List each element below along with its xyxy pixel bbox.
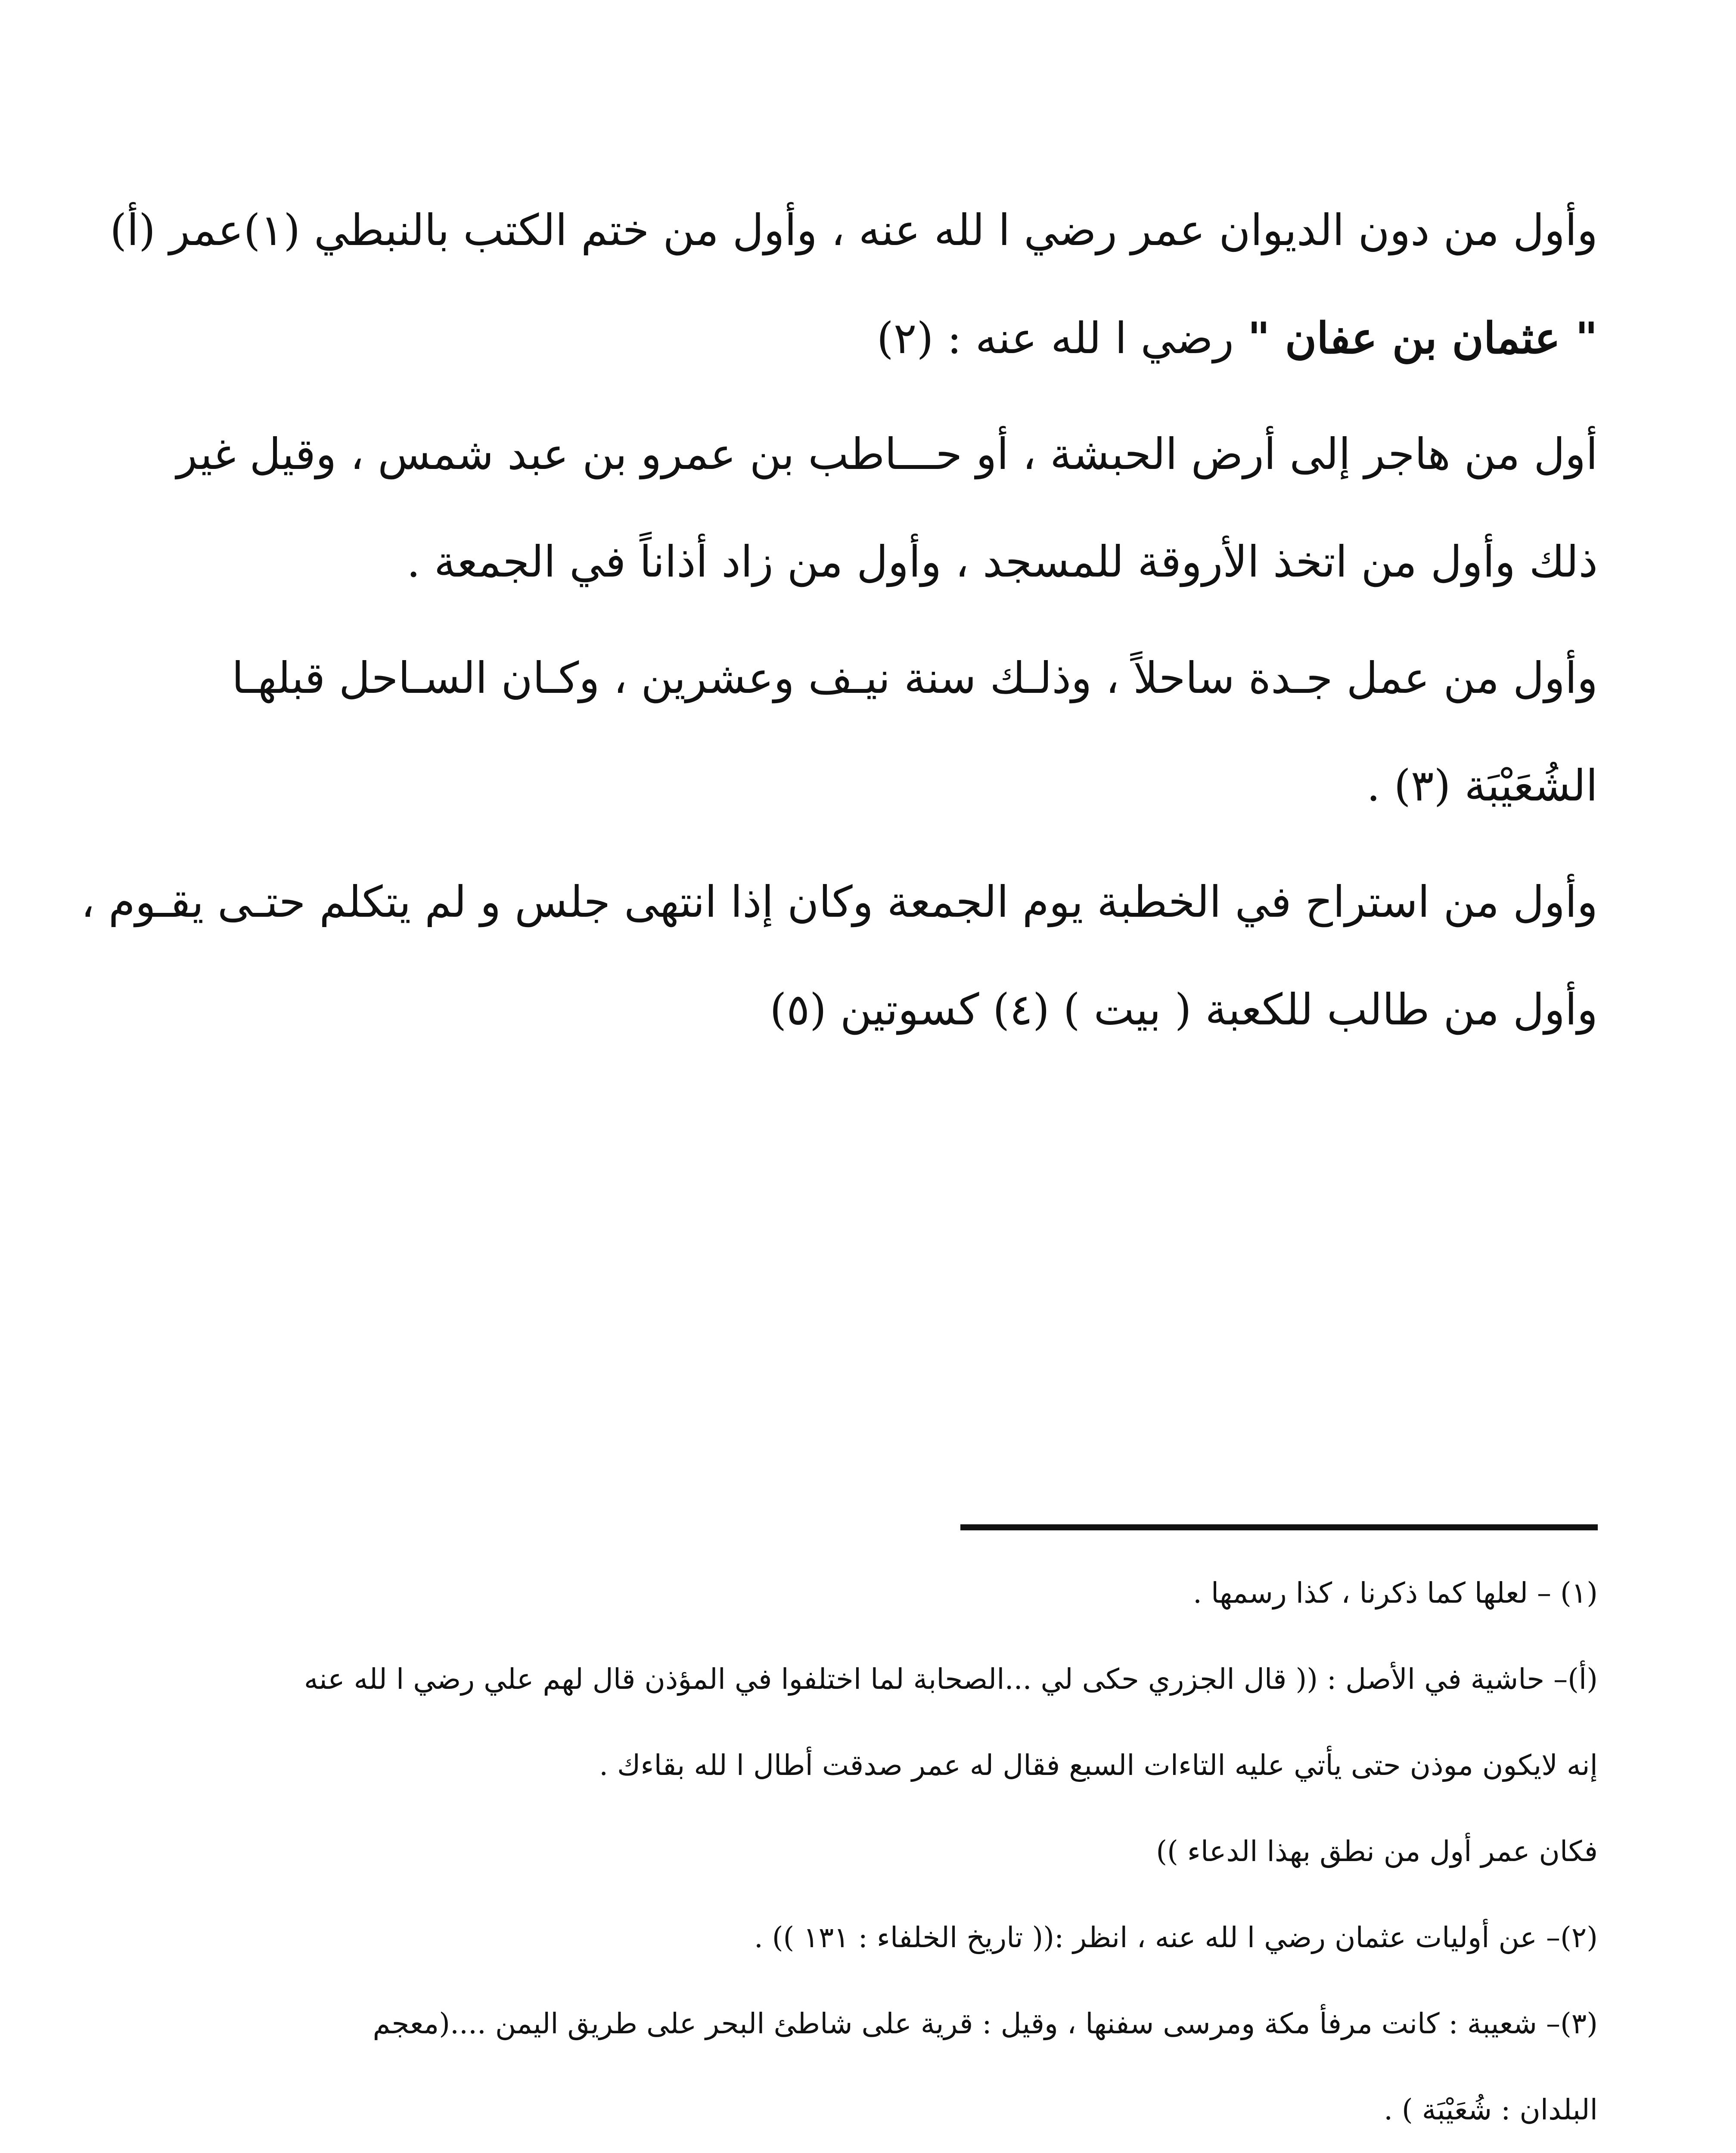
footnote-separator	[960, 1524, 1598, 1530]
footnote-line: فكان عمر أول من نطق بهذا الدعاء ))	[1156, 1835, 1598, 1868]
text-line: وأول من عمل جـدة ساحلاً ، وذلـك سنة نيـف وعشرين ، وكـان السـاحل قبلهـا	[232, 653, 1598, 703]
text-line: أول من هاجر إلى أرض الحبشة ، أو حـــاطب بن عمرو بن عبد شمس ، وقيل غير	[176, 429, 1598, 479]
footnote-line: (أ)– حاشية في الأصل : (( قال الجزري حكى لي ...الصحابة لما اختلفوا في المؤذن قال لهم علي رضي ا لله عنه	[304, 1663, 1598, 1696]
text-line	[125, 284, 1598, 392]
text-line: الشُعَيْبَة (٣) .	[1366, 760, 1598, 811]
footnote-line: (١) – لعلها كما ذكرنا ، كذا رسمها .	[1193, 1576, 1598, 1610]
text-line: وأول من دون الديوان عمر رضي ا لله عنه ، وأول من ختم الكتب بالنبطي (١)عمر (أ)	[110, 205, 1598, 255]
footnote-line: إنه لايكون موذن حتى يأتي عليه التاءات السبع فقال له عمر صدقت أطال ا لله بقاءك .	[599, 1749, 1598, 1782]
paragraph-gap	[125, 616, 1598, 624]
main-text	[81, 177, 1598, 1064]
text-fragment: رضي ا لله عنه : (٢)	[876, 313, 1248, 363]
footnote-line: (٢)– عن أوليات عثمان رضي ا لله عنه ، انظر :(( تاريخ الخلفاء : ١٣١ )) .	[754, 1921, 1598, 1954]
footnote-line: البلدان : شُعَيْبَة ) .	[1384, 2093, 1598, 2126]
footnotes	[125, 1550, 1598, 2153]
paragraph-gap	[125, 840, 1598, 848]
bold-name: " عثمان بن عفان "	[1247, 313, 1598, 363]
footnote-line: (٣)– شعيبة : كانت مرفأ مكة ومرسى سفنها ، وقيل : قرية على شاطئ البحر على طريق اليمن ....(معجم	[373, 2007, 1598, 2040]
text-line: وأول من طالب للكعبة ( بيت ) (٤) كسوتين (٥)	[770, 984, 1598, 1035]
text-line: وأول من استراح في الخطبة يوم الجمعة وكان إذا انتهى جلس و لم يتكلم حتـى يقـوم ،	[81, 877, 1598, 927]
paragraph-gap	[125, 392, 1598, 400]
text-line: ذلك وأول من اتخذ الأروقة للمسجد ، وأول من زاد أذاناً في الجمعة .	[407, 537, 1598, 587]
